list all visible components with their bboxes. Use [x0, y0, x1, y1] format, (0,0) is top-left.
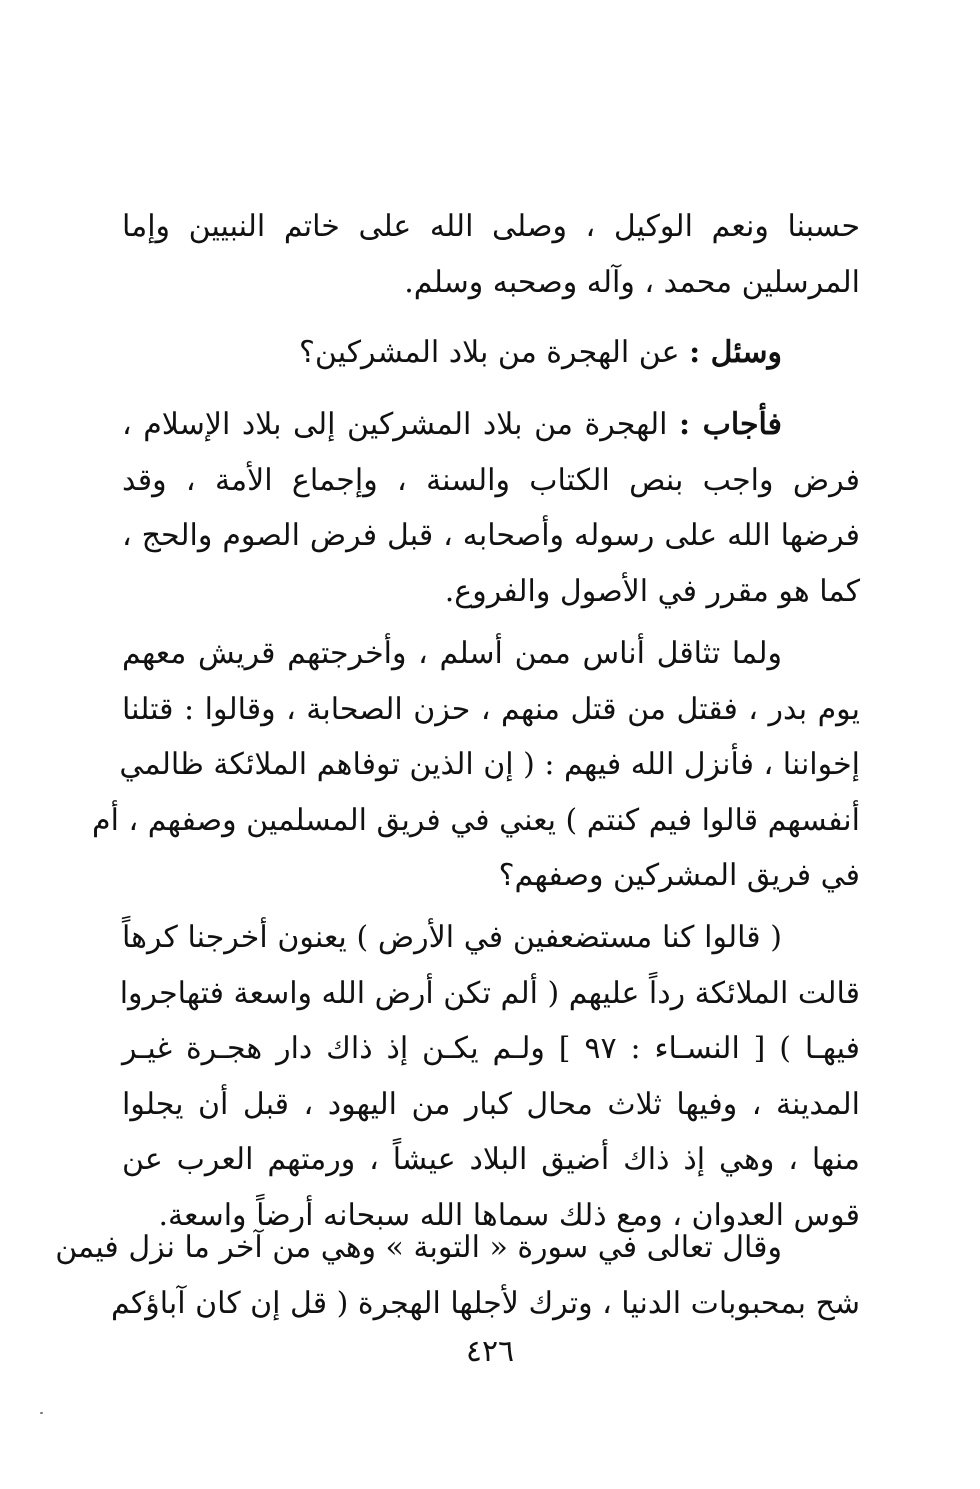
- answer-text: الهجرة من بلاد المشركين إلى بلاد الإسلام ،: [122, 407, 668, 442]
- text-line: شح بمحبوبات الدنيا ، وترك لأجلها الهجرة ( قل إن كان آباؤكم: [111, 1285, 860, 1321]
- answer-label: فأجاب :: [679, 407, 782, 442]
- text-line: كما هو مقرر في الأصول والفروع.: [444, 573, 860, 609]
- text-line: وقال تعالى في سورة « التوبة » وهي من آخر ما نزل فيمن: [55, 1230, 782, 1265]
- question-label: وسئل :: [689, 335, 782, 370]
- text-line: حسبنا ونعم الوكيل ، وصلى الله على خاتم النبيين وإما: [122, 209, 860, 244]
- question-text: عن الهجرة من بلاد المشركين؟: [298, 335, 680, 370]
- text-line: يوم بدر ، فقتل من قتل منهم ، حزن الصحابة ، وقالوا : قتلنا: [122, 691, 860, 727]
- text-line: قوس العدوان ، ومع ذلك سماها الله سبحانه أرضاً واسعة.: [158, 1197, 860, 1233]
- text-line: إخواننا ، فأنزل الله فيهم : ( إن الذين توفاهم الملائكة ظالمي: [119, 747, 860, 782]
- text-line: ( قالوا كنا مستضعفين في الأرض ) يعنون أخرجنا كرهاً: [122, 920, 782, 955]
- text-line: قالت الملائكة رداً عليهم ( ألم تكن أرض الله واسعة فتهاجروا: [119, 975, 860, 1011]
- paragraph-quran-verse: [119, 910, 860, 1243]
- answer-first-line: [122, 397, 860, 453]
- text-line: فرض واجب بنص الكتاب والسنة ، وإجماع الأمة ، وقد: [122, 462, 860, 498]
- text-line: المدينة ، وفيها ثلاث محال كبار من اليهود ، قبل أن يجلوا: [122, 1086, 860, 1122]
- paragraph-hijra-history: [92, 626, 860, 904]
- text-line: فيهـا ) [ النسـاء : ٩٧ ] ولـم يكـن إذ ذاك دار هجـرة غيـر: [122, 1031, 860, 1066]
- question-line: [122, 325, 860, 381]
- text-line: منها ، وهي إذ ذاك أضيق البلاد عيشاً ، ورمتهم العرب عن: [122, 1142, 860, 1177]
- text-line: في فريق المشركين وصفهم؟: [498, 858, 860, 893]
- text-line: المرسلين محمد ، وآله وصحبه وسلم.: [404, 264, 860, 300]
- answer-paragraph: [122, 397, 860, 619]
- page-number: ٤٢٦: [465, 1334, 515, 1369]
- paragraph-closing-prayer: [122, 199, 860, 310]
- paragraph-surah-tawbah: [55, 1220, 860, 1331]
- text-line: أنفسهم قالوا فيم كنتم ) يعني في فريق المسلمين وصفهم ، أم: [92, 802, 860, 838]
- question-paragraph: [122, 325, 860, 381]
- scan-speck: [40, 1412, 43, 1414]
- text-line: ولما تثاقل أناس ممن أسلم ، وأخرجتهم قريش معهم: [122, 636, 782, 671]
- text-line: فرضها الله على رسوله وأصحابه ، قبل فرض الصوم والحج ،: [122, 518, 860, 553]
